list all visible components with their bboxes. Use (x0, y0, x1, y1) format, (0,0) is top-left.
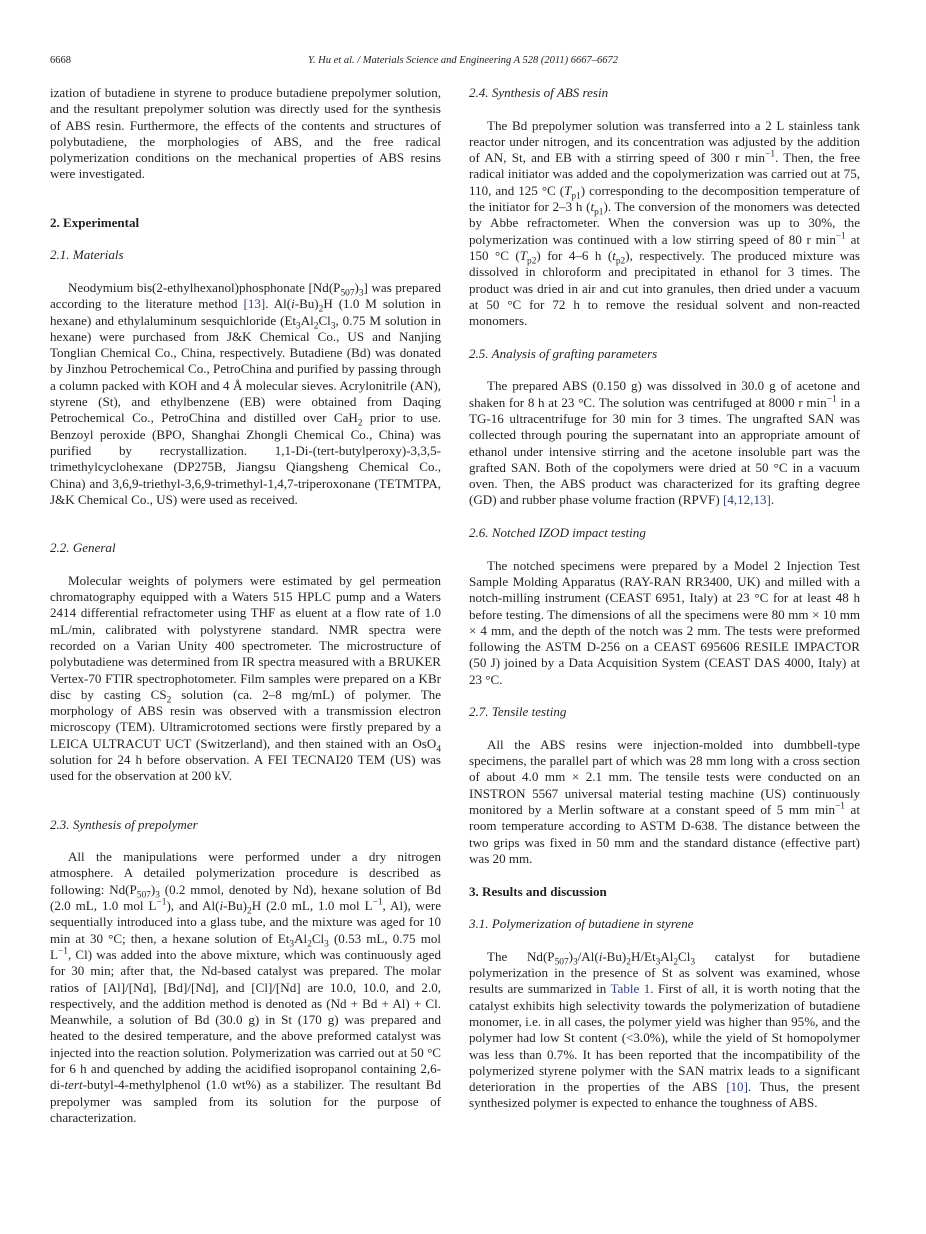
table-link[interactable]: Table 1 (610, 981, 651, 997)
materials-paragraph: Neodymium bis(2-ethylhexanol)phosphonate $[Nd(P_{507})_3]$ was prepared according to the literature method [13]. $Al(i-Bu)_2H$ (1.0 M solution in hexane) and ethylaluminum sesquichloride ($Et_3Al_2Cl_3$, 0.75 M solution in hexane) were purchased from J&K Chemical Co., US and Nanjing Tonglian Chemical Co., China, respectively. Butadiene (Bd) was donated by Jinzhou Petrochemical Co., PetroChina and purified by passing through a column packed with KOH and 4 Å molecular sieves. Acrylonitrile (AN), styrene (St), and ethylbenzene (EB) were obtained from Daqing Petrochemical Co., PetroChina and distilled over CaH$_2$ prior to use. Benzoyl peroxide (BPO, Shanghai Zhongli Chemical Co., China) was purified by recrystallization. 1,1-Di-(tert-butylperoxy)-3,3,5-trimethylcyclohexane (DP275B, Jiangsu Qiangsheng Chemical Co., China) and 3,6,9-triethyl-3,6,9-trimethyl-1,4,7-triperoxonane (TETMTPA, J&K Chemical Co., US) were used as received. (50, 279, 442, 507)
abs-synthesis-paragraph: The Bd prepolymer solution was transferred into a 2 L stainless tank reactor under nitrogen, and its concentration was adjusted by the addition of AN, St, and EB with a stirring speed of 300 r $\min^{-1}$. Then, the free radical initiator was added and the copolymerization was carried out at 75, 110, and 125 °C $(T_{p1})$ corresponding to the decomposition temperature of the initiator for 2–3 h $(t_{p1})$. The conversion of the monomers was detected by Abbe refractometer. When the conversion was up to 30%, the polymerization was continued with a low stirring speed of 80 r $\min^{-1}$ at 150 °C $(T_{p2})$ for 4–6 h $(t_{p2})$, respectively. The produced mixture was dissolved in chloroform and precipitated in ethanol for 3 times. The product was dried in air and cut into granules, then dried under a vacuum at 50 °C for 72 h to remove the residual solvent and non-reacted monomers. (469, 117, 861, 329)
section-3-heading: 3. Results and discussion (469, 883, 607, 899)
grafting-paragraph: The prepared ABS (0.150 g) was dissolved in 30.0 g of acetone and shaken for 8 h at 23 °C. The solution was centrifuged at 8000 r $\min^{-1}$ in a TG-16 ultracentrifuge for 30 min for 3 times. The ungrafted SAN was collected through pouring the supernatant into an appropriate amount of ethanol under intensive stirring and the acetone insoluble part was the grafted SAN. Both of the copolymers were dried at 50 °C in a vacuum oven. Then, the ABS product was characterized for its grafting degree (GD) and rubber phase volume fraction (RPVF) [4,12,13]. (469, 378, 860, 508)
section-2-heading: 2. Experimental (50, 214, 140, 230)
prepolymer-paragraph: All the manipulations were performed under a dry nitrogen atmosphere. A detailed polymerization procedure is described as following: $Nd(P_{507})_3$ (0.2 mmol, denoted by Nd), hexane solution of Bd (2.0 mL, 1.0 mol $L^{-1}$), and $Al(i-Bu)_2H$ (2.0 mL, 1.0 mol $L^{-1}$, Al), were sequentially introduced into a glass tube, and the mixture was aged for 10 min at 30 °C; then, a hexane solution of $Et_3Al_2Cl_3$ (0.53 mL, 0.75 mol $L^{-1}$, Cl) was added into the above mixture, which was continuously aged for 30 min; after that, the Nd-based catalyst was prepared. The molar ratios of [Al]/[Nd], [Bd]/[Nd], and [Cl]/[Nd] are 10.0, 10.0, and 2.0, respectively, and the addition method is denoted as (Nd + Bd + Al) + Cl. Meanwhile, a solution of Bd (30.0 g) in St (170 g) was prepared and heated to the desired temperature, and the above preformed catalyst was injected into the reaction solution. Polymerization was carried out at 50 °C for 6 h and quenched by adding the acidified isopropanol containing 2,6-di-tert-butyl-4-methylphenol (1.0 wt%) as a stabilizer. The resultant Bd prepolymer was sampled from its solution for the purpose of characterization. (50, 849, 442, 1125)
tensile-paragraph: All the ABS resins were injection-molded into dumbbell-type specimens, the parallel part of which was 28 mm long with a cross section of about 4.0 mm × 2.1 mm. The tensile tests were conducted on an INSTRON 5567 universal material testing machine (US) continuously monitored by a Merlin software at a constant speed of 5 mm $\min^{-1}$ at room temperature according to ASTM D-638. The distance between the two grips was fixed in 50 mm and the standard distance (effective part) was 20 mm. (469, 736, 860, 866)
citation-link[interactable]: [13] (243, 296, 266, 312)
section-2-7-heading: 2.7. Tensile testing (469, 704, 567, 720)
section-3-1-heading: 3.1. Polymerization of butadiene in styrene (469, 916, 694, 932)
section-2-3-heading: 2.3. Synthesis of prepolymer (50, 816, 198, 832)
section-2-2-heading: 2.2. General (50, 540, 116, 556)
running-head: Y. Hu et al. / Materials Science and Engineering A 528 (2011) 6667–6672 (308, 55, 618, 66)
izod-paragraph: The notched specimens were prepared by a Model 2 Injection Test Sample Molding Apparatus (RAY-RAN RR3400, UK) and milled with a notch-milling instrument (CEAST 6951, Italy) at 23 °C for at least 48 h before testing. The dimensions of all the specimens were 80 mm × 10 mm × 4 mm, and the depth of the notch was 2 mm. The tests were preformed following the ASTM D-256 on a CEAST 695606 RESILE IMPACTOR (50 J) joined by a Data Acquisition System (CEAST DAS 4000, Italy) at 23 °C. (469, 557, 860, 687)
section-2-1-heading: 2.1. Materials (50, 247, 124, 263)
page-number: 6668 (50, 55, 71, 66)
section-2-5-heading: 2.5. Analysis of grafting parameters (469, 345, 658, 361)
polymerization-paragraph: The $Nd(P_{507})_3/Al(i-Bu)_2H/Et_3Al_2Cl_3$ catalyst for butadiene polymerization in the presence of St as solvent was examined, whose results are summarized in Table 1. First of all, it is worth noting that the catalyst exhibits high selectivity towards the polymerization of butadiene monomer, i.e. in all cases, the polymer yield was higher than 95%, and the polymer had low St content (<3.0%), while the yield of St homopolymer was less than 0.7%. It has been reported that the incompatibility of the polymerized styrene polymer with the SAN matrix leads to a significant deterioration in the properties of the ABS [10]. Thus, the present synthesized polymer is expected to enhance the toughness of ABS. (469, 948, 861, 1111)
citation-link[interactable]: [4,12,13] (723, 492, 771, 508)
left-column (50, 85, 441, 1126)
section-2-4-heading: 2.4. Synthesis of ABS resin (469, 85, 609, 100)
general-paragraph: Molecular weights of polymers were estimated by gel permeation chromatography equipped with a Waters 515 HPLC pump and a Waters 2414 differential refractometer using THF as eluent at a flow rate of 1.0 mL/min, calibrated with polystyrene standard. NMR spectra were recorded on a Varian Unity 400 spectrometer. The microstructure of polybutadiene was determined from IR spectra measured with a BRUKER Vertex-70 FTIR spectrophotometer. Film samples were prepared on a KBr disc by casting $CS_2$ solution (ca. 2–8 mg/mL) of polymer. The morphology of ABS resin was observed with a transmission electron microscopy (TEM). Ultramicrotomed sections were firstly prepared by a LEICA ULTRACUT UCT (Switzerland), and then stained with an OsO$_4$ solution for 24 h before observation. A FEI TECNAI20 TEM (US) was used for the observation at 200 kV. (50, 572, 441, 784)
intro-paragraph: ization of butadiene in styrene to produce butadiene prepolymer solution, and the resultant prepolymer solution was directly used for the synthesis of ABS resin. Furthermore, the effects of the contents and structures of polybutadiene, the morphologies of ABS, and the free radical polymerization conditions on the mechanical properties of ABS resins were investigated. (50, 85, 441, 182)
right-column (469, 85, 860, 1112)
section-2-6-heading: 2.6. Notched IZOD impact testing (469, 525, 646, 541)
citation-link[interactable]: [10] (726, 1079, 748, 1095)
